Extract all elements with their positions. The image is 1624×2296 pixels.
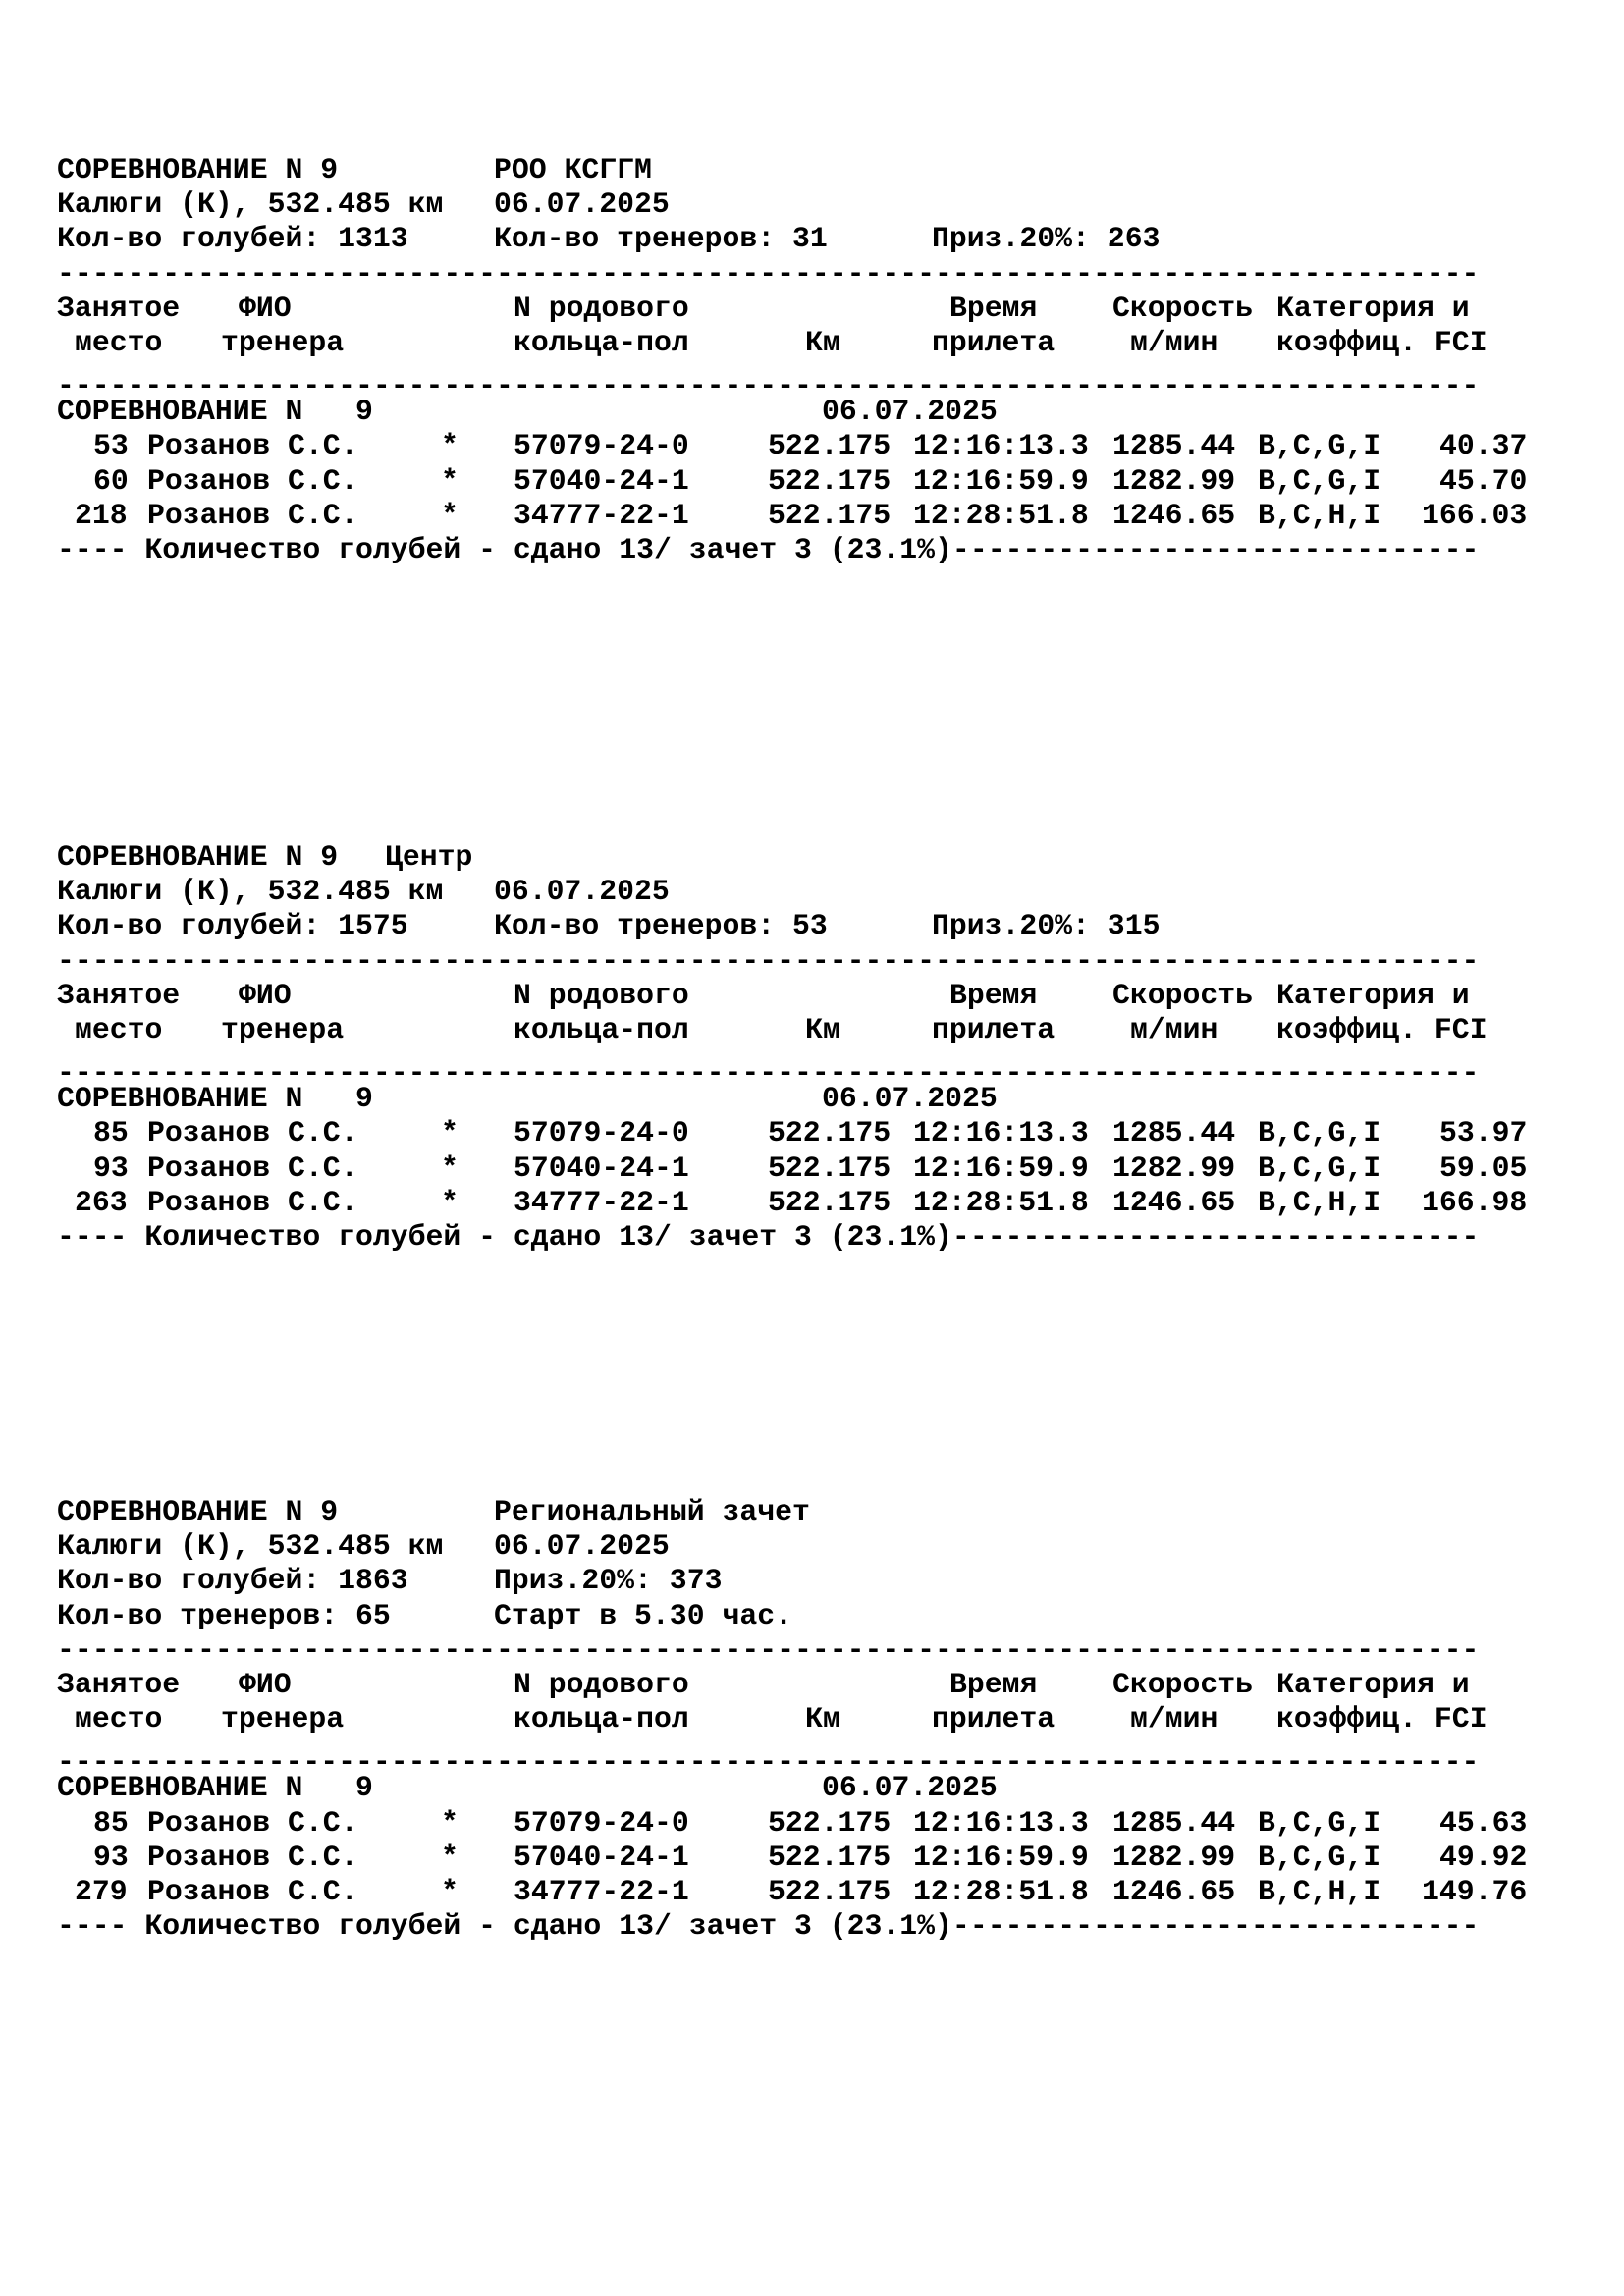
table-row bbox=[57, 499, 1530, 533]
organization: Центр bbox=[385, 840, 473, 874]
location-line bbox=[57, 187, 1530, 222]
row-ring: 34777-22-1 bbox=[514, 1874, 689, 1908]
race-date: 06.07.2025 bbox=[494, 875, 670, 909]
table-row bbox=[57, 1841, 1530, 1875]
header-speed-2: м/мин bbox=[1130, 1012, 1218, 1046]
subheader-date: 06.07.2025 bbox=[822, 395, 998, 429]
header-name: ФИО bbox=[239, 978, 292, 1012]
header-place: Занятое bbox=[57, 291, 181, 325]
row-km: 522.175 bbox=[768, 429, 892, 463]
header-km: Км bbox=[805, 1012, 840, 1046]
row-coefficient: 149.76 bbox=[1422, 1874, 1528, 1908]
prize-count: Приз.20%: 263 bbox=[932, 222, 1161, 256]
row-place: 93 bbox=[93, 1150, 129, 1185]
row-category: B,C,H,I bbox=[1258, 498, 1381, 532]
row-time: 12:28:51.8 bbox=[913, 1874, 1089, 1908]
separator: --------------------------------------------------------------------------------- bbox=[57, 1753, 1480, 1772]
separator: --------------------------------------------------------------------------------- bbox=[57, 1064, 1480, 1083]
row-time: 12:28:51.8 bbox=[913, 498, 1089, 532]
row-name: Розанов С.С. bbox=[147, 1840, 358, 1874]
row-time: 12:16:13.3 bbox=[913, 1116, 1089, 1150]
table-header-row-1 bbox=[57, 979, 1530, 1013]
row-ring: 57040-24-1 bbox=[514, 1150, 689, 1185]
summary-line: ---- Количество голубей - сдано 13/ зачет 3 (23.1%)------------------------------ bbox=[57, 532, 1480, 566]
header-category-2: коэффиц. FCI bbox=[1276, 325, 1488, 359]
row-name: Розанов С.С. bbox=[147, 1805, 358, 1840]
row-star: * bbox=[441, 429, 459, 463]
pigeon-count: Кол-во голубей: 1313 bbox=[57, 222, 408, 256]
header-name: ФИО bbox=[239, 291, 292, 325]
row-coefficient: 166.03 bbox=[1422, 498, 1528, 532]
row-name: Розанов С.С. bbox=[147, 1150, 358, 1185]
row-category: B,C,G,I bbox=[1258, 1150, 1381, 1185]
row-star: * bbox=[441, 1874, 459, 1908]
table-header-row-2 bbox=[57, 326, 1530, 360]
subheader-date: 06.07.2025 bbox=[822, 1082, 998, 1116]
competition-title: СОРЕВНОВАНИЕ N 9 bbox=[57, 1495, 339, 1528]
row-coefficient: 49.92 bbox=[1439, 1840, 1528, 1874]
header-name-2: тренера bbox=[221, 325, 345, 359]
organization: РОО КСГГМ bbox=[494, 153, 652, 187]
info-line bbox=[57, 222, 1530, 256]
header-name: ФИО bbox=[239, 1667, 292, 1701]
row-place: 218 bbox=[75, 498, 128, 532]
table-row bbox=[57, 1151, 1530, 1186]
title-line bbox=[57, 1495, 1530, 1529]
table-row bbox=[57, 1186, 1530, 1220]
row-speed: 1246.65 bbox=[1112, 1185, 1236, 1219]
row-coefficient: 53.97 bbox=[1439, 1116, 1528, 1150]
location-line bbox=[57, 875, 1530, 909]
prize-count: Приз.20%: 315 bbox=[932, 909, 1161, 943]
header-place-2: место bbox=[75, 1012, 163, 1046]
row-place: 60 bbox=[93, 463, 129, 498]
subheader-line bbox=[57, 1082, 1530, 1116]
row-ring: 34777-22-1 bbox=[514, 498, 689, 532]
row-place: 263 bbox=[75, 1185, 128, 1219]
row-coefficient: 40.37 bbox=[1439, 429, 1528, 463]
row-ring: 57079-24-0 bbox=[514, 429, 689, 463]
subheader-line bbox=[57, 1771, 1530, 1805]
table-header-row-2 bbox=[57, 1013, 1530, 1047]
header-time-2: прилета bbox=[932, 1012, 1056, 1046]
subheader-line bbox=[57, 395, 1530, 429]
header-ring: N родового bbox=[514, 291, 689, 325]
row-km: 522.175 bbox=[768, 1874, 892, 1908]
row-ring: 57079-24-0 bbox=[514, 1805, 689, 1840]
title-line bbox=[57, 153, 1530, 187]
row-category: B,C,G,I bbox=[1258, 429, 1381, 463]
separator: --------------------------------------------------------------------------------- bbox=[57, 1632, 1480, 1667]
row-speed: 1285.44 bbox=[1112, 429, 1236, 463]
header-ring-2: кольца-пол bbox=[514, 1012, 689, 1046]
summary-line: ---- Количество голубей - сдано 13/ зачет 3 (23.1%)------------------------------ bbox=[57, 1909, 1480, 1944]
row-speed: 1285.44 bbox=[1112, 1116, 1236, 1150]
row-km: 522.175 bbox=[768, 1150, 892, 1185]
row-star: * bbox=[441, 1185, 459, 1219]
header-time-2: прилета bbox=[932, 1702, 1056, 1736]
table-header-row-2 bbox=[57, 1702, 1530, 1736]
header-km: Км bbox=[805, 1702, 840, 1736]
row-star: * bbox=[441, 1840, 459, 1874]
row-place: 85 bbox=[93, 1805, 129, 1840]
row-speed: 1285.44 bbox=[1112, 1805, 1236, 1840]
competition-title: СОРЕВНОВАНИЕ N 9 bbox=[57, 153, 339, 187]
row-category: B,C,H,I bbox=[1258, 1874, 1381, 1908]
competition-section bbox=[57, 840, 1530, 1255]
row-star: * bbox=[441, 463, 459, 498]
row-ring: 57079-24-0 bbox=[514, 1116, 689, 1150]
row-coefficient: 45.70 bbox=[1439, 463, 1528, 498]
header-time: Время bbox=[949, 291, 1038, 325]
subheader-title: СОРЕВНОВАНИЕ N 9 bbox=[57, 1082, 373, 1116]
header-place-2: место bbox=[75, 325, 163, 359]
row-star: * bbox=[441, 1805, 459, 1840]
row-category: B,C,G,I bbox=[1258, 1116, 1381, 1150]
row-speed: 1282.99 bbox=[1112, 1150, 1236, 1185]
table-header-row-1 bbox=[57, 1668, 1530, 1702]
row-speed: 1282.99 bbox=[1112, 1840, 1236, 1874]
header-km: Км bbox=[805, 325, 840, 359]
pigeon-count: Кол-во голубей: 1575 bbox=[57, 909, 408, 943]
title-line bbox=[57, 840, 1530, 875]
header-ring-2: кольца-пол bbox=[514, 325, 689, 359]
row-coefficient: 166.98 bbox=[1422, 1185, 1528, 1219]
header-speed: Скорость bbox=[1112, 1667, 1254, 1701]
row-km: 522.175 bbox=[768, 1805, 892, 1840]
subheader-date: 06.07.2025 bbox=[822, 1771, 998, 1805]
row-name: Розанов С.С. bbox=[147, 1185, 358, 1219]
organization: Региональный зачет bbox=[494, 1495, 810, 1528]
competition-section bbox=[57, 1495, 1530, 1944]
trainer-count: Кол-во тренеров: 65 bbox=[57, 1598, 391, 1632]
header-category: Категория и bbox=[1276, 978, 1470, 1012]
row-name: Розанов С.С. bbox=[147, 1116, 358, 1150]
separator: --------------------------------------------------------------------------------- bbox=[57, 256, 1480, 291]
header-name-2: тренера bbox=[221, 1012, 345, 1046]
header-speed-2: м/мин bbox=[1130, 325, 1218, 359]
start-time: Старт в 5.30 час. bbox=[494, 1598, 792, 1632]
row-time: 12:16:59.9 bbox=[913, 1150, 1089, 1185]
info-line bbox=[57, 909, 1530, 943]
row-place: 53 bbox=[93, 429, 129, 463]
header-place-2: место bbox=[75, 1702, 163, 1736]
row-place: 93 bbox=[93, 1840, 129, 1874]
row-name: Розанов С.С. bbox=[147, 498, 358, 532]
competition-section bbox=[57, 153, 1530, 567]
header-speed: Скорость bbox=[1112, 978, 1254, 1012]
header-ring: N родового bbox=[514, 1667, 689, 1701]
row-star: * bbox=[441, 1150, 459, 1185]
location-distance: Калюги (К), 532.485 км bbox=[57, 875, 444, 909]
header-speed-2: м/мин bbox=[1130, 1702, 1218, 1736]
table-row bbox=[57, 1806, 1530, 1841]
trainer-count: Кол-во тренеров: 53 bbox=[494, 909, 828, 943]
row-name: Розанов С.С. bbox=[147, 463, 358, 498]
row-ring: 57040-24-1 bbox=[514, 1840, 689, 1874]
header-time: Время bbox=[949, 978, 1038, 1012]
header-ring-2: кольца-пол bbox=[514, 1702, 689, 1736]
header-category: Категория и bbox=[1276, 1667, 1470, 1701]
header-place: Занятое bbox=[57, 978, 181, 1012]
row-coefficient: 45.63 bbox=[1439, 1805, 1528, 1840]
separator: --------------------------------------------------------------------------------- bbox=[57, 377, 1480, 396]
row-speed: 1282.99 bbox=[1112, 463, 1236, 498]
header-ring: N родового bbox=[514, 978, 689, 1012]
header-name-2: тренера bbox=[221, 1702, 345, 1736]
info-line-2 bbox=[57, 1599, 1530, 1633]
row-time: 12:16:13.3 bbox=[913, 429, 1089, 463]
subheader-title: СОРЕВНОВАНИЕ N 9 bbox=[57, 1771, 373, 1805]
row-time: 12:28:51.8 bbox=[913, 1185, 1089, 1219]
row-name: Розанов С.С. bbox=[147, 1874, 358, 1908]
table-row bbox=[57, 464, 1530, 499]
row-time: 12:16:59.9 bbox=[913, 463, 1089, 498]
row-name: Розанов С.С. bbox=[147, 429, 358, 463]
row-time: 12:16:59.9 bbox=[913, 1840, 1089, 1874]
table-row bbox=[57, 429, 1530, 463]
row-km: 522.175 bbox=[768, 498, 892, 532]
header-category: Категория и bbox=[1276, 291, 1470, 325]
row-speed: 1246.65 bbox=[1112, 498, 1236, 532]
table-row bbox=[57, 1116, 1530, 1150]
row-coefficient: 59.05 bbox=[1439, 1150, 1528, 1185]
row-km: 522.175 bbox=[768, 1185, 892, 1219]
separator: --------------------------------------------------------------------------------- bbox=[57, 943, 1480, 978]
row-ring: 34777-22-1 bbox=[514, 1185, 689, 1219]
summary-line: ---- Количество голубей - сдано 13/ зачет 3 (23.1%)------------------------------ bbox=[57, 1219, 1480, 1254]
header-category-2: коэффиц. FCI bbox=[1276, 1702, 1488, 1736]
header-time: Время bbox=[949, 1667, 1038, 1701]
row-km: 522.175 bbox=[768, 1840, 892, 1874]
row-category: B,C,G,I bbox=[1258, 1840, 1381, 1874]
pigeon-count: Кол-во голубей: 1863 bbox=[57, 1564, 408, 1598]
race-date: 06.07.2025 bbox=[494, 1529, 670, 1564]
location-distance: Калюги (К), 532.485 км bbox=[57, 1529, 444, 1564]
row-km: 522.175 bbox=[768, 1116, 892, 1150]
table-row bbox=[57, 1875, 1530, 1909]
row-speed: 1246.65 bbox=[1112, 1874, 1236, 1908]
row-category: B,C,H,I bbox=[1258, 1185, 1381, 1219]
table-header-row-1 bbox=[57, 292, 1530, 326]
row-category: B,C,G,I bbox=[1258, 463, 1381, 498]
row-ring: 57040-24-1 bbox=[514, 463, 689, 498]
header-time-2: прилета bbox=[932, 325, 1056, 359]
row-place: 279 bbox=[75, 1874, 128, 1908]
header-speed: Скорость bbox=[1112, 291, 1254, 325]
row-star: * bbox=[441, 1116, 459, 1150]
location-distance: Калюги (К), 532.485 км bbox=[57, 187, 444, 222]
subheader-title: СОРЕВНОВАНИЕ N 9 bbox=[57, 395, 373, 429]
race-date: 06.07.2025 bbox=[494, 187, 670, 222]
location-line bbox=[57, 1529, 1530, 1564]
prize-count: Приз.20%: 373 bbox=[494, 1564, 723, 1598]
header-place: Занятое bbox=[57, 1667, 181, 1701]
row-star: * bbox=[441, 498, 459, 532]
row-km: 522.175 bbox=[768, 463, 892, 498]
row-category: B,C,G,I bbox=[1258, 1805, 1381, 1840]
header-category-2: коэффиц. FCI bbox=[1276, 1012, 1488, 1046]
competition-title: СОРЕВНОВАНИЕ N 9 bbox=[57, 840, 339, 874]
row-time: 12:16:13.3 bbox=[913, 1805, 1089, 1840]
info-line bbox=[57, 1564, 1530, 1598]
trainer-count: Кол-во тренеров: 31 bbox=[494, 222, 828, 256]
row-place: 85 bbox=[93, 1116, 129, 1150]
